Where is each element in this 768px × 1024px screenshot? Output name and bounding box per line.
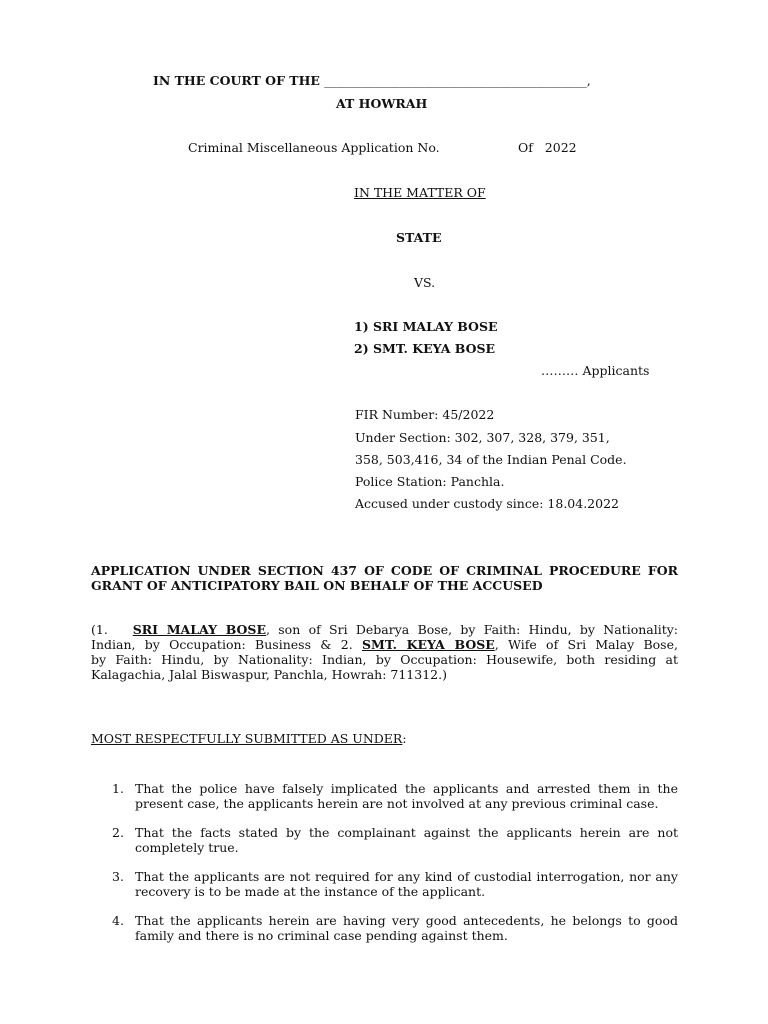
court-name-blank: __________________________________________, <box>324 73 591 88</box>
application-year <box>518 140 577 155</box>
under-section-line1: Under Section: 302, 307, 328, 379, 351, <box>355 430 610 445</box>
parties-open: (1. <box>91 622 108 637</box>
applicant-desc-1b: Indian, by Occupation: Business & 2. <box>91 637 353 652</box>
applicant-name-2: SMT. KEYA BOSE <box>362 637 495 652</box>
list-item-text: That the police have falsely implicated the applicants and arrested them in the present case, the applicants herein are not involved at any previous criminal case. <box>135 781 678 811</box>
application-title-line1: APPLICATION UNDER SECTION 437 OF CODE OF CRIMINAL PROCEDURE FOR <box>91 563 678 578</box>
police-station: Police Station: Panchla. <box>355 474 505 489</box>
applicant-desc-1: , son of Sri Debarya Bose, by Faith: Hindu, by Nationality: <box>265 622 679 637</box>
list-item <box>112 869 678 899</box>
fir-number: FIR Number: 45/2022 <box>355 407 495 422</box>
court-location: AT HOWRAH <box>336 96 428 111</box>
list-item-text: That the applicants are not required for any kind of custodial interrogation, nor any recovery is to be made at the instance of the applicant. <box>135 869 678 899</box>
applicant-desc-2: , Wife of Sri Malay Bose, <box>494 637 678 652</box>
submission-heading <box>91 731 407 746</box>
parties-line3: by Faith: Hindu, by Nationality: Indian, by Occupation: Housewife, both residing at <box>91 652 678 667</box>
list-item-text: That the applicants herein are having very good antecedents, he belongs to good family and there is no criminal case pending against them. <box>135 913 678 943</box>
versus-label: VS. <box>414 275 436 290</box>
custody-since: Accused under custody since: 18.04.2022 <box>355 496 619 511</box>
list-item-number: 3. <box>112 869 124 884</box>
parties-description <box>91 622 678 682</box>
year-value: 2022 <box>544 140 577 155</box>
list-item-number: 4. <box>112 913 124 928</box>
submission-points <box>112 781 678 957</box>
applicant-name-1: SRI MALAY BOSE <box>132 622 266 637</box>
list-item <box>112 781 678 811</box>
application-title <box>91 563 678 593</box>
application-title-line2: GRANT OF ANTICIPATORY BAIL ON BEHALF OF THE ACCUSED <box>91 578 543 593</box>
list-item-number: 1. <box>112 781 124 796</box>
list-item-number: 2. <box>112 825 124 840</box>
parties-line2 <box>91 637 678 652</box>
application-number-label: Criminal Miscellaneous Application No. <box>188 140 440 155</box>
list-item <box>112 913 678 943</box>
parties-line1 <box>91 622 678 637</box>
submission-heading-text: MOST RESPECTFULLY SUBMITTED AS UNDER <box>91 731 403 746</box>
court-heading <box>153 73 591 88</box>
applicants-label: ……… Applicants <box>541 363 650 378</box>
applicant-1: 1) SRI MALAY BOSE <box>354 319 498 334</box>
matter-heading: IN THE MATTER OF <box>354 185 486 200</box>
applicant-2: 2) SMT. KEYA BOSE <box>354 341 496 356</box>
list-item-text: That the facts stated by the complainant against the applicants herein are not completely true. <box>135 825 678 855</box>
submission-colon: : <box>402 731 407 746</box>
party-state: STATE <box>396 230 442 245</box>
list-item <box>112 825 678 855</box>
court-prefix: IN THE COURT OF THE <box>153 73 320 88</box>
of-label: Of <box>518 140 533 155</box>
parties-line4: Kalagachia, Jalal Biswaspur, Panchla, Howrah: 711312.) <box>91 667 447 682</box>
under-section-line2: 358, 503,416, 34 of the Indian Penal Code. <box>355 452 627 467</box>
